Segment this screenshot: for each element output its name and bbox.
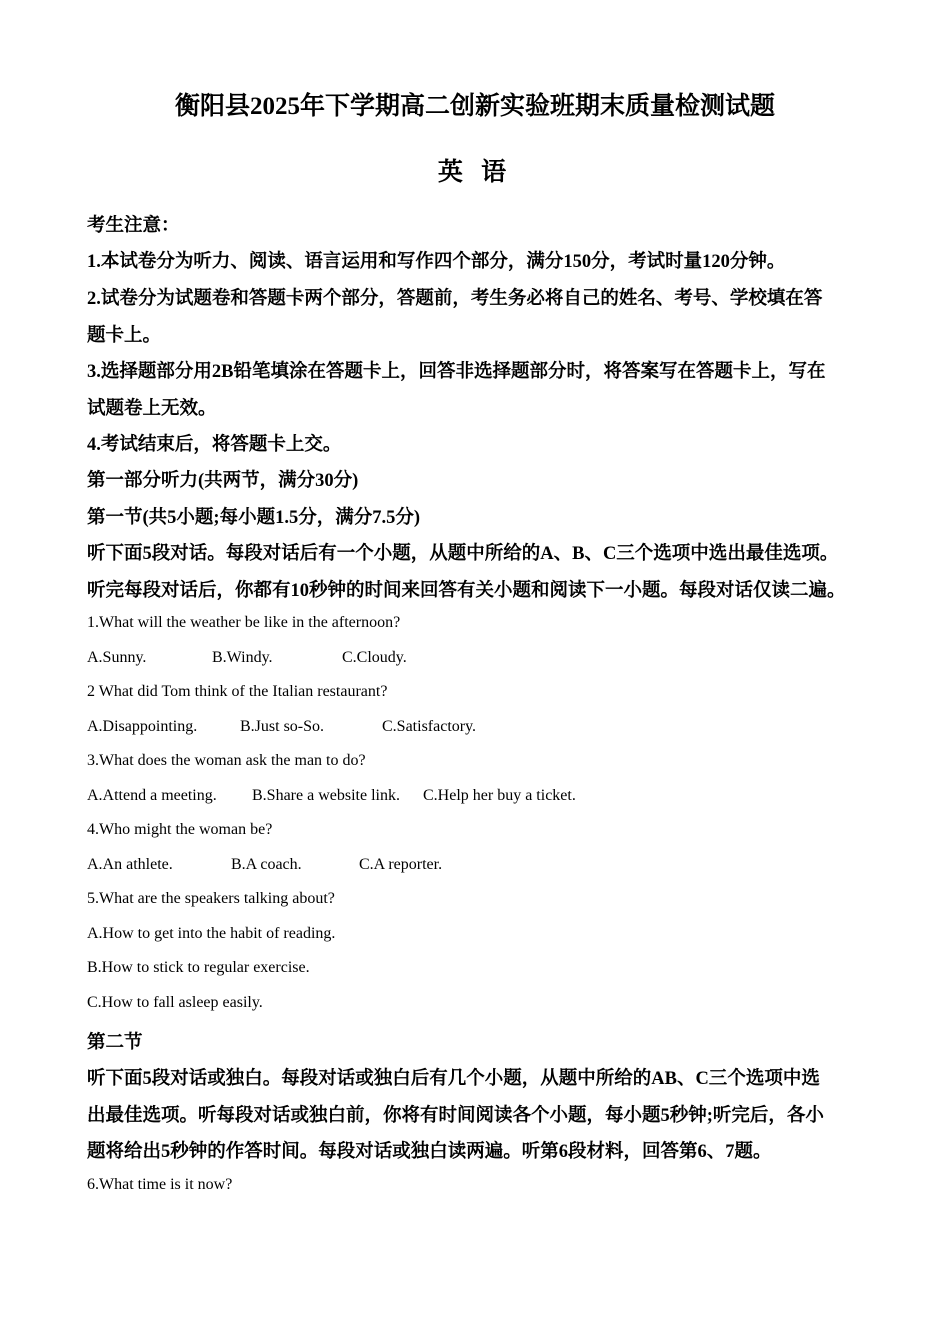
notice-item: 3.选择题部分用2B铅笔填涂在答题卡上，回答非选择题部分时，将答案写在答题卡上，写在 [87,362,826,382]
option-c: C.Satisfactory. [382,718,477,735]
subject-title: 英 语 [437,159,513,186]
section1-heading: 第一节(共5小题;每小题1.5分，满分7.5分) [87,508,420,528]
notice-item: 题卡上。 [87,326,162,346]
option-b: B.How to stick to regular exercise. [87,959,310,976]
notice-item: 2.试卷分为试题卷和答题卡两个部分，答题前，考生务必将自己的姓名、考号、学校填在答 [87,289,823,309]
option-c: C.Help her buy a ticket. [423,787,576,804]
section1-instruction: 听下面5段对话。每段对话后有一个小题，从题中所给的A、B、C三个选项中选出最佳选项。 [87,544,839,564]
exam-title: 衡阳县2025年下学期高二创新实验班期末质量检测试题 [174,93,775,120]
section2-instruction: 出最佳选项。听每段对话或独白前，你将有时间阅读各个小题，每小题5秒钟;听完后，各小 [87,1106,824,1126]
option-a: A.How to get into the habit of reading. [87,925,336,942]
section1-instruction: 听完每段对话后，你都有10秒钟的时间来回答有关小题和阅读下一小题。每段对话仅读二遍。 [87,581,846,601]
question-4: 4.Who might the woman be? [87,821,273,838]
option-c: C.How to fall asleep easily. [87,994,263,1011]
question-6: 6.What time is it now? [87,1176,233,1193]
part1-heading: 第一部分听力(共两节，满分30分) [87,471,359,491]
question-1: 1.What will the weather be like in the afternoon? [87,614,401,631]
option-a: A.An athlete. [87,856,173,873]
option-b: B.Share a website link. [252,787,400,804]
section2-instruction: 听下面5段对话或独白。每段对话或独白后有几个小题，从题中所给的AB、C三个选项中选 [87,1069,820,1089]
question-5: 5.What are the speakers talking about? [87,890,335,907]
notice-item: 试题卷上无效。 [87,399,217,419]
option-b: B.Just so-So. [240,718,325,735]
section2-instruction: 题将给出5秒钟的作答时间。每段对话或独白读两遍。听第6段材料，回答第6、7题。 [87,1142,772,1162]
option-b: B.A coach. [231,856,302,873]
option-a: A.Attend a meeting. [87,787,217,804]
option-c: C.Cloudy. [342,649,407,666]
option-c: C.A reporter. [359,856,443,873]
question-2: 2 What did Tom think of the Italian restaurant? [87,683,388,700]
option-a: A.Sunny. [87,649,147,666]
option-a: A.Disappointing. [87,718,198,735]
section2-heading: 第二节 [87,1033,143,1053]
question-3: 3.What does the woman ask the man to do? [87,752,366,769]
notice-item: 1.本试卷分为听力、阅读、语言运用和写作四个部分，满分150分，考试时量120分钟。 [87,252,786,272]
option-b: B.Windy. [212,649,273,666]
notice-heading: 考生注意： [87,216,180,236]
notice-item: 4.考试结束后，将答题卡上交。 [87,435,342,455]
